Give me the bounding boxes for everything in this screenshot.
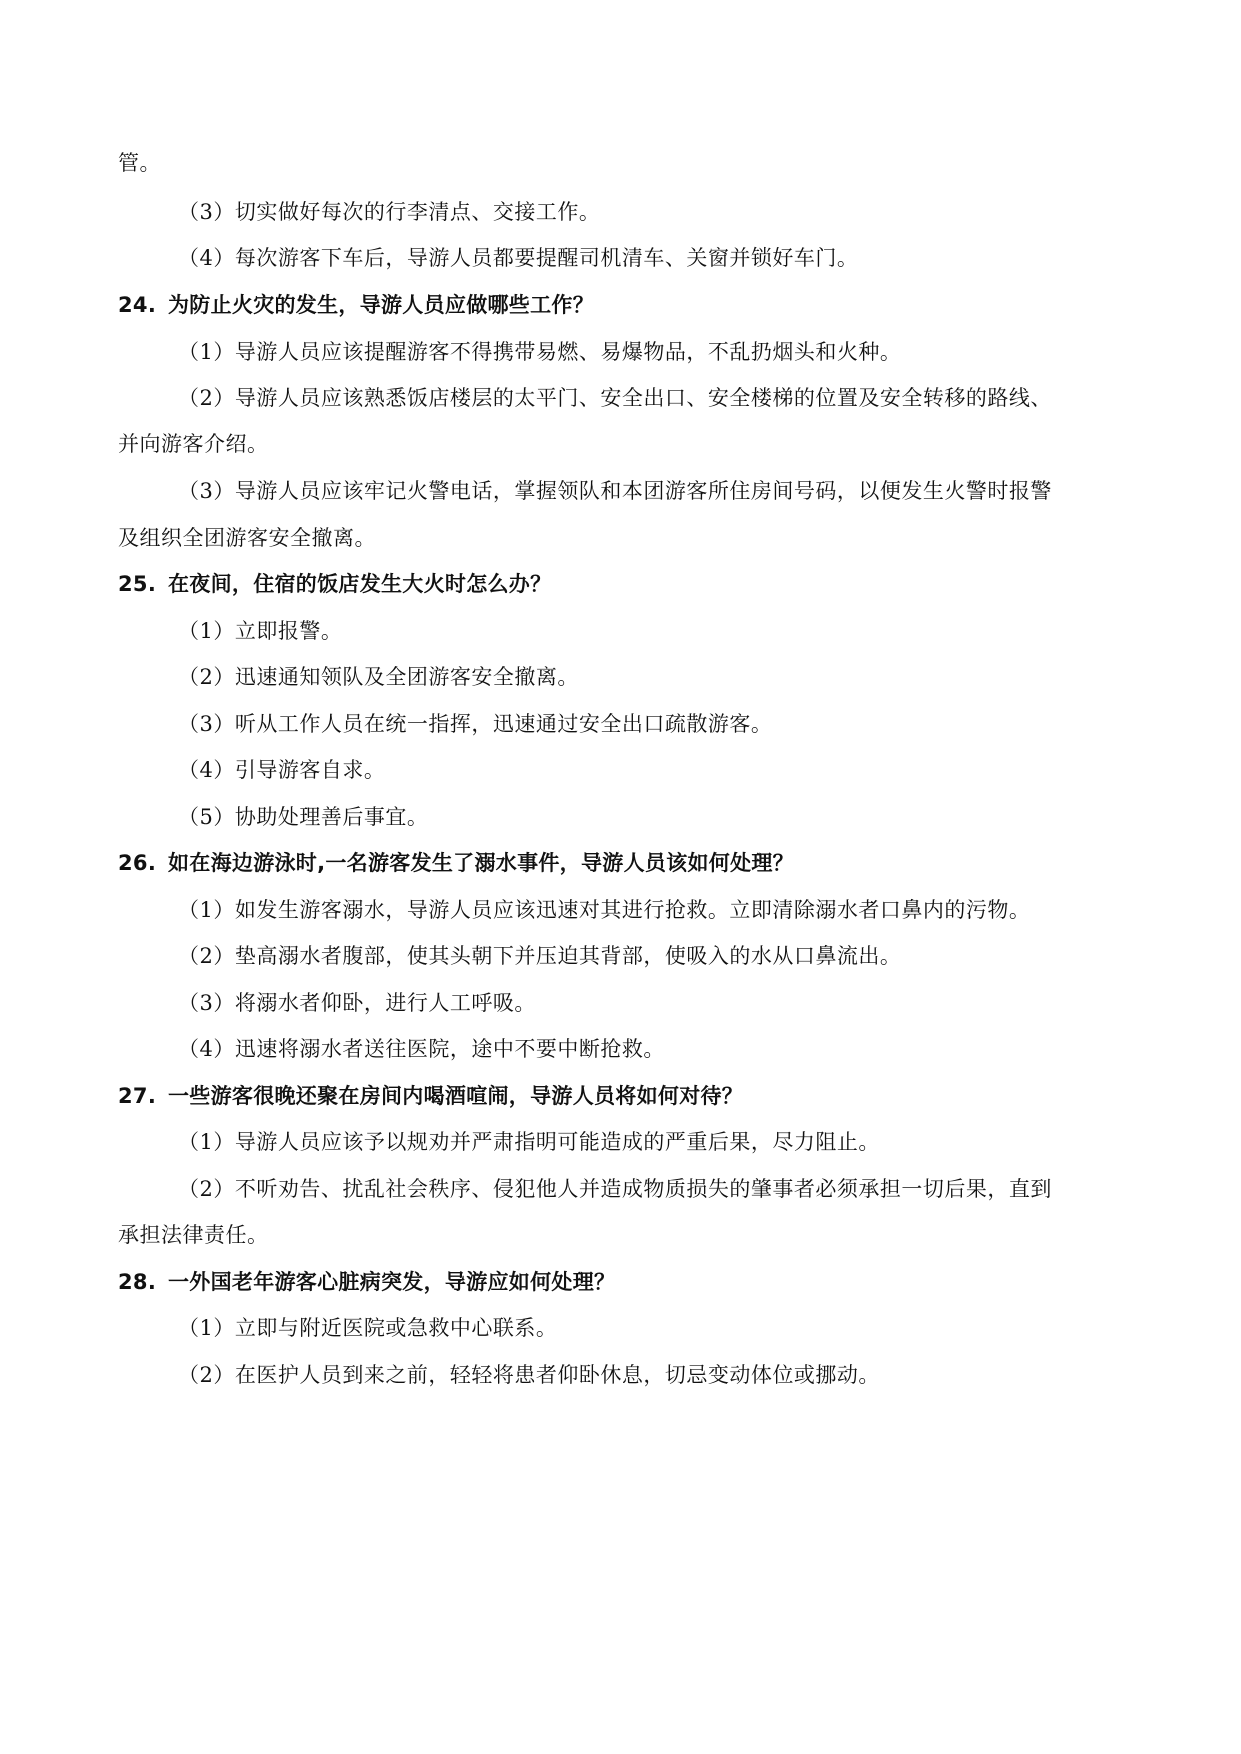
- list-item: （3）导游人员应该牢记火警电话，掌握领队和本团游客所住房间号码，以便发生火警时报警: [178, 479, 1052, 503]
- question-title: 一些游客很晚还聚在房间内喝酒喧闹，导游人员将如何对待？: [168, 1084, 744, 1108]
- question-number: 26.: [118, 851, 157, 875]
- list-item: （3）切实做好每次的行李清点、交接工作。: [178, 200, 601, 224]
- paragraph-continuation: 并向游客介绍。: [118, 432, 269, 456]
- paragraph-continuation: 承担法律责任。: [118, 1223, 269, 1247]
- question-number: 27.: [118, 1084, 157, 1108]
- list-item: （2）迅速通知领队及全团游客安全撤离。: [178, 665, 579, 689]
- question-heading: [118, 1267, 615, 1297]
- question-number: 25.: [118, 572, 157, 596]
- question-heading: [118, 1081, 743, 1111]
- list-item: （3）将溺水者仰卧，进行人工呼吸。: [178, 991, 536, 1015]
- paragraph-continuation: 管。: [118, 151, 161, 175]
- list-item: （1）导游人员应该予以规劝并严肃指明可能造成的严重后果，尽力阻止。: [178, 1130, 880, 1154]
- list-item: （4）每次游客下车后，导游人员都要提醒司机清车、关窗并锁好车门。: [178, 246, 859, 270]
- question-title: 为防止火灾的发生，导游人员应做哪些工作？: [168, 293, 594, 317]
- list-item: （2）在医护人员到来之前，轻轻将患者仰卧休息，切忌变动体位或挪动。: [178, 1363, 880, 1387]
- question-heading: [118, 848, 794, 878]
- list-item: （2）不听劝告、扰乱社会秩序、侵犯他人并造成物质损失的肇事者必须承担一切后果，直到: [178, 1177, 1052, 1201]
- list-item: （5）协助处理善后事宜。: [178, 805, 429, 829]
- list-item: （1）立即报警。: [178, 619, 343, 643]
- list-item: （1）导游人员应该提醒游客不得携带易燃、易爆物品，不乱扔烟头和火种。: [178, 340, 902, 364]
- list-item: （3）听从工作人员在统一指挥，迅速通过安全出口疏散游客。: [178, 712, 773, 736]
- list-item: （1）立即与附近医院或急救中心联系。: [178, 1316, 558, 1340]
- question-title: 在夜间，住宿的饭店发生大火时怎么办？: [168, 572, 552, 596]
- question-number: 24.: [118, 293, 157, 317]
- list-item: （4）迅速将溺水者送往医院，途中不要中断抢救。: [178, 1037, 665, 1061]
- question-heading: [118, 290, 594, 320]
- paragraph-continuation: 及组织全团游客安全撤离。: [118, 526, 376, 550]
- question-heading: [118, 569, 551, 599]
- list-item: （2）垫高溺水者腹部，使其头朝下并压迫其背部，使吸入的水从口鼻流出。: [178, 944, 902, 968]
- list-item: （2）导游人员应该熟悉饭店楼层的太平门、安全出口、安全楼梯的位置及安全转移的路线、: [178, 386, 1052, 410]
- question-title: 如在海边游泳时,一名游客发生了溺水事件，导游人员该如何处理？: [168, 851, 794, 875]
- list-item: （1）如发生游客溺水，导游人员应该迅速对其进行抢救。立即清除溺水者口鼻内的污物。: [178, 898, 1031, 922]
- question-number: 28.: [118, 1270, 157, 1294]
- question-title: 一外国老年游客心脏病突发，导游应如何处理？: [168, 1270, 616, 1294]
- list-item: （4）引导游客自求。: [178, 758, 386, 782]
